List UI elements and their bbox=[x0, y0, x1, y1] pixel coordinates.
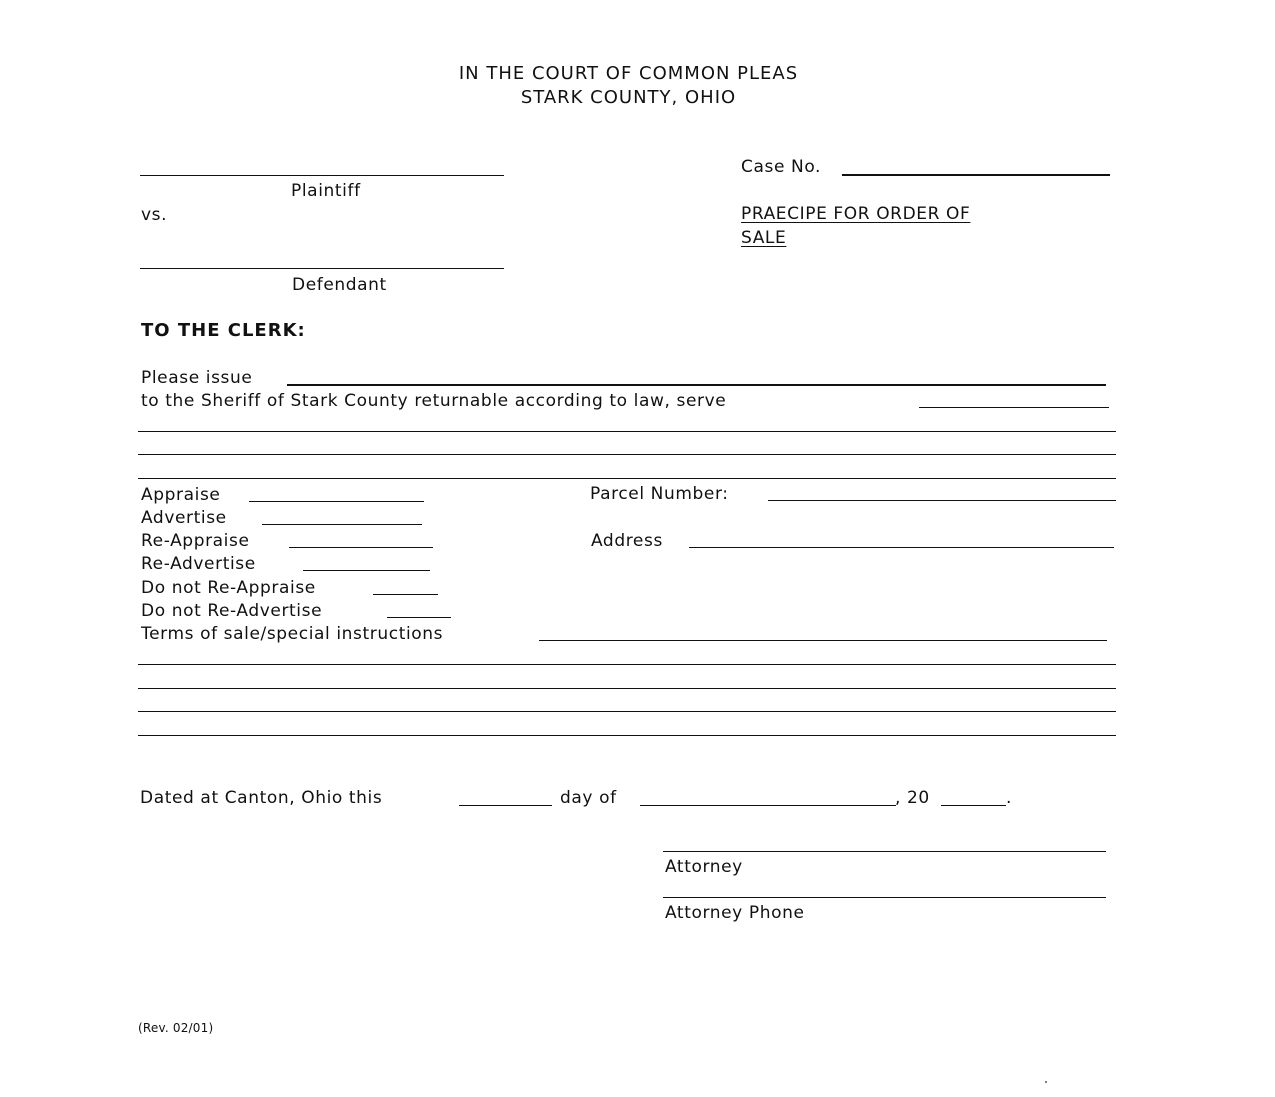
do-not-re-appraise-label: Do not Re-Appraise bbox=[141, 578, 316, 598]
serve-line[interactable] bbox=[919, 407, 1109, 408]
defendant-line[interactable] bbox=[140, 268, 504, 269]
attorney-phone-label: Attorney Phone bbox=[665, 903, 805, 923]
serve-extra-line-3[interactable] bbox=[138, 478, 1116, 479]
terms-extra-line-3[interactable] bbox=[138, 711, 1116, 712]
sheriff-text: to the Sheriff of Stark County returnable according to law, serve bbox=[141, 391, 727, 411]
dated-end: . bbox=[1006, 788, 1013, 808]
terms-line[interactable] bbox=[539, 640, 1107, 641]
document-title-line2: SALE bbox=[741, 228, 787, 248]
salutation: TO THE CLERK: bbox=[141, 320, 306, 341]
attorney-label: Attorney bbox=[665, 857, 743, 877]
court-heading: IN THE COURT OF COMMON PLEAS bbox=[458, 63, 799, 84]
re-advertise-blank[interactable] bbox=[303, 570, 430, 571]
address-line[interactable] bbox=[689, 547, 1114, 548]
document-title-line1: PRAECIPE FOR ORDER OF bbox=[741, 204, 971, 224]
revision-label: (Rev. 02/01) bbox=[138, 1021, 214, 1035]
attorney-phone-line[interactable] bbox=[663, 897, 1106, 898]
please-issue-line[interactable] bbox=[287, 384, 1106, 386]
case-number-line[interactable] bbox=[842, 174, 1110, 176]
do-not-re-advertise-label: Do not Re-Advertise bbox=[141, 601, 323, 621]
terms-extra-line-1[interactable] bbox=[138, 664, 1116, 665]
month-blank[interactable] bbox=[640, 805, 896, 806]
year-blank[interactable] bbox=[941, 805, 1006, 806]
parcel-number-line[interactable] bbox=[768, 500, 1116, 501]
appraise-label: Appraise bbox=[141, 485, 221, 505]
serve-extra-line-1[interactable] bbox=[138, 431, 1116, 432]
versus-label: vs. bbox=[141, 205, 168, 225]
terms-extra-line-2[interactable] bbox=[138, 688, 1116, 689]
terms-label: Terms of sale/special instructions bbox=[141, 624, 444, 644]
terms-extra-line-4[interactable] bbox=[138, 735, 1116, 736]
scan-speck bbox=[1045, 1081, 1047, 1083]
appraise-blank[interactable] bbox=[249, 501, 424, 502]
please-issue-label: Please issue bbox=[141, 368, 253, 388]
re-appraise-label: Re-Appraise bbox=[141, 531, 250, 551]
plaintiff-line[interactable] bbox=[140, 175, 504, 176]
re-advertise-label: Re-Advertise bbox=[141, 554, 256, 574]
dated-prefix: Dated at Canton, Ohio this bbox=[140, 788, 383, 808]
county-heading: STARK COUNTY, OHIO bbox=[520, 87, 737, 108]
advertise-blank[interactable] bbox=[262, 524, 422, 525]
year-prefix: , 20 bbox=[895, 788, 930, 808]
parcel-number-label: Parcel Number: bbox=[590, 484, 729, 504]
plaintiff-label: Plaintiff bbox=[291, 181, 361, 201]
serve-extra-line-2[interactable] bbox=[138, 454, 1116, 455]
day-of-label: day of bbox=[560, 788, 617, 808]
re-appraise-blank[interactable] bbox=[289, 547, 433, 548]
defendant-label: Defendant bbox=[292, 275, 387, 295]
case-number-label: Case No. bbox=[741, 157, 822, 177]
do-not-re-advertise-blank[interactable] bbox=[387, 617, 451, 618]
day-blank[interactable] bbox=[459, 805, 552, 806]
attorney-signature-line[interactable] bbox=[663, 851, 1106, 852]
advertise-label: Advertise bbox=[141, 508, 227, 528]
address-label: Address bbox=[591, 531, 663, 551]
do-not-re-appraise-blank[interactable] bbox=[373, 594, 438, 595]
